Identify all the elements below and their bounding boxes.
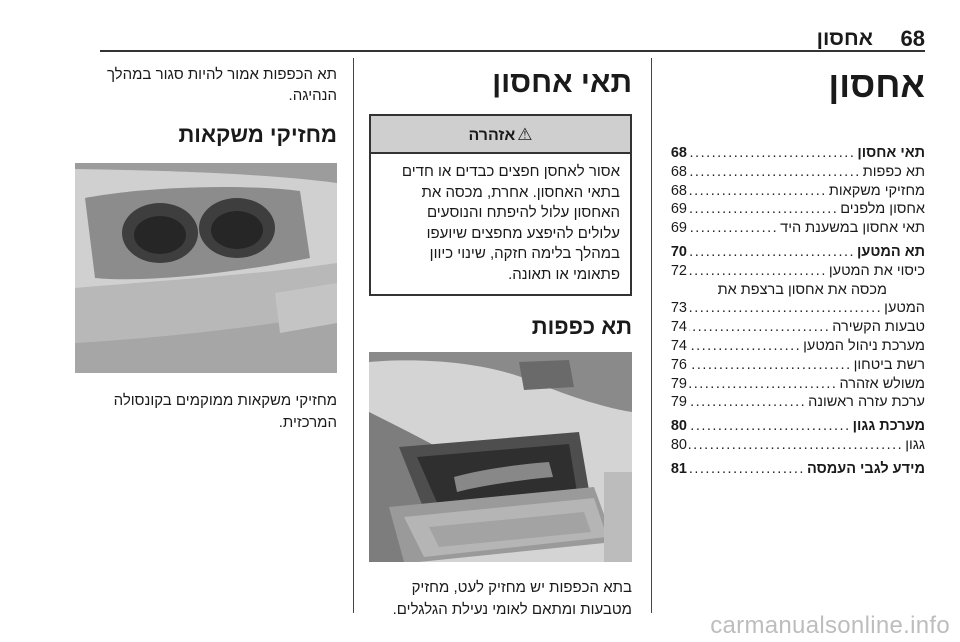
toc-entry[interactable]: מערכת גגון ..... 80 — [663, 417, 925, 436]
page-header — [100, 26, 925, 52]
watermark: carmanualsonline.info — [710, 612, 950, 639]
glovebox-photo — [369, 352, 632, 562]
toc-entry[interactable]: תאי אחסון במשענת היד ..... 69 — [663, 219, 925, 238]
toc-entry[interactable]: מערכת ניהול המטען ..... 74 — [663, 337, 925, 356]
warning-title: אזהרה — [468, 127, 516, 144]
toc-entry[interactable]: תא המטען ..... 70 — [663, 243, 925, 262]
cupholders-photo — [75, 163, 337, 373]
cupholders-section — [75, 64, 337, 434]
column-divider — [651, 58, 652, 613]
toc-entry[interactable]: תא כפפות ..... 68 — [663, 163, 925, 182]
toc-entry[interactable]: משולש אזהרה ..... 79 — [663, 375, 925, 394]
toc-entry[interactable]: ערכת עזרה ראשונה ..... 79 — [663, 393, 925, 412]
toc-entry[interactable]: טבעות הקשירה ..... 74 — [663, 318, 925, 337]
glovebox-heading: תא כפפות — [531, 313, 632, 339]
cupholders-heading: מחזיקי משקאות — [178, 122, 337, 147]
page-number: 68 — [900, 26, 925, 51]
toc-entry[interactable]: אחסון מלפנים ..... 69 — [663, 200, 925, 219]
section-title: אחסון — [816, 27, 873, 50]
warning-header — [371, 116, 630, 154]
cupholders-caption: מחזיקי משקאות ממוקמים בקונסולה המרכזית. — [113, 392, 337, 431]
section-heading: תאי אחסון — [492, 66, 632, 99]
column-divider — [353, 58, 354, 613]
toc-entry[interactable]: רשת ביטחון ..... 76 — [663, 356, 925, 375]
toc-entry[interactable]: גגון ..... 80 — [663, 436, 925, 455]
warning-text: אסור לאחסן חפצים כבדים או חדים בתאי האחסון. אחרת, מכסה את האחסון עלול להיפתח והנוסעים עלולים להיפצע מחפצים שיועפו במהלך בלימה חזקה, שינוי כיוון פתאומי או תאונה. — [401, 163, 620, 283]
storage-compartments-section — [369, 60, 632, 621]
toc-entry[interactable]: תאי אחסון ..... 68 — [663, 144, 925, 163]
toc-entry[interactable]: כיסוי את המטען ..... 72 — [663, 262, 925, 281]
toc-list — [663, 144, 925, 479]
toc-entry[interactable]: מחזיקי משקאות ..... 68 — [663, 182, 925, 201]
chapter-title: אחסון — [828, 64, 925, 105]
warning-triangle-icon: ⚠ — [517, 125, 533, 144]
chapter-contents — [663, 60, 925, 479]
toc-entry[interactable]: מידע לגבי העמסה ..... 81 — [663, 460, 925, 479]
toc-entry[interactable]: המטען ..... 73 — [663, 299, 925, 318]
toc-entry-continued: מכסה את אחסון ברצפת את — [717, 281, 887, 298]
glovebox-note: תא הכפפות אמור להיות סגור במהלך הנהיגה. — [106, 66, 337, 104]
glovebox-caption: בתא הכפפות יש מחזיק לעט, מחזיק מטבעות ומתאם לאומי נעילת הגלגלים. — [392, 578, 632, 618]
warning-box — [369, 114, 632, 296]
